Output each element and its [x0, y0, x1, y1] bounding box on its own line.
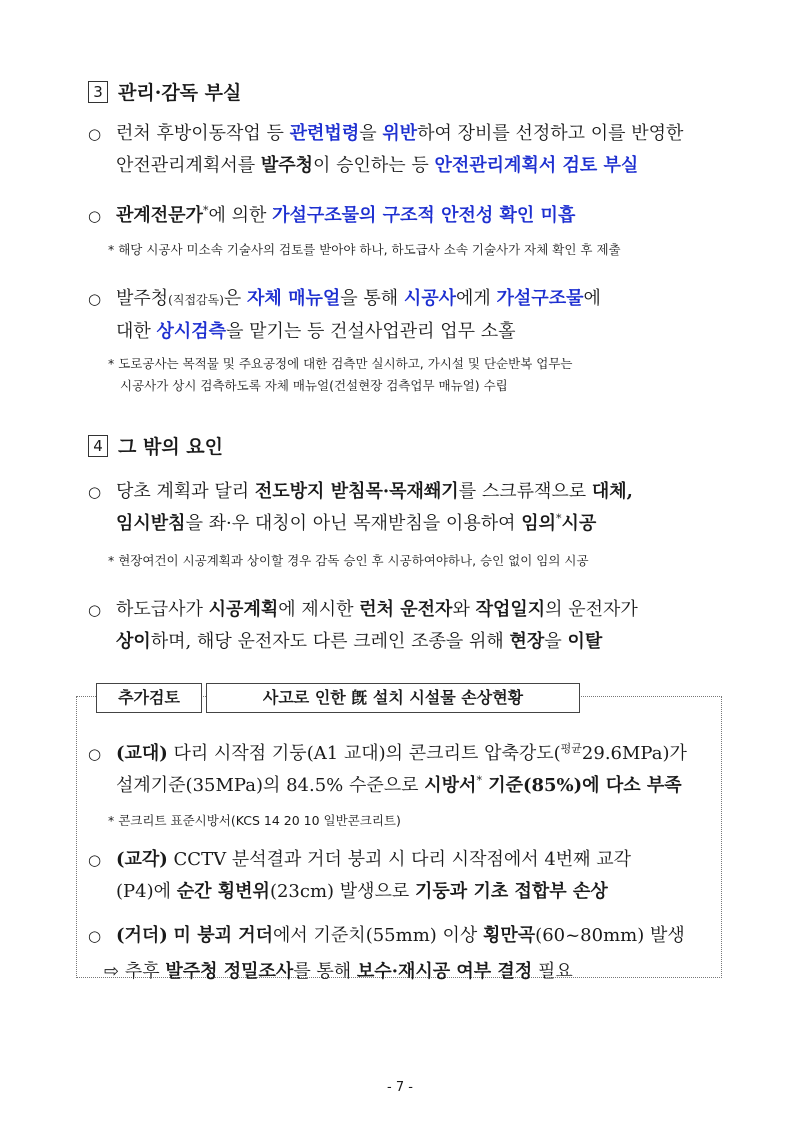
- bullet-item: ○ (교대) 다리 시작점 기둥(A1 교대)의 콘크리트 압축강도($^{평균}$29.6MPa)가 설계기준(35MPa)의 84.5% 수준으로 시방서* 기준(85%)에 다소 부족: [88, 738, 687, 802]
- footnote: * 현장여건이 시공계획과 상이할 경우 감독 승인 후 시공하여야하나, 승인 없이 임의 시공: [108, 553, 589, 568]
- bullet-item: ○ 런처 후방이동작업 등 관련법령을 위반하여 장비를 선정하고 이를 반영한 안전관리계획서를 발주청이 승인하는 등 안전관리계획서 검토 부실: [88, 118, 683, 182]
- bullet-item: ○ 발주청(직접감독)은 자체 매뉴얼을 통해 시공사에게 가설구조물에 대한 상시검측을 맡기는 등 건설사업관리 업무 소홀: [88, 283, 601, 348]
- bullet-circle-icon: ○: [88, 290, 102, 308]
- bullet-item: ○ 하도급사가 시공계획에 제시한 런처 운전자와 작업일지의 운전자가 상이하며, 해당 운전자도 다른 크레인 조종을 위해 현장을 이탈: [88, 594, 638, 658]
- section-title: 관리·감독 부실: [118, 82, 242, 104]
- right-arrow-icon: ⇨: [104, 961, 120, 982]
- bullet-item: ○ (교각) CCTV 분석결과 거더 붕괴 시 다리 시작점에서 4번째 교각 (P4)에 순간 횡변위(23cm) 발생으로 기둥과 기초 접합부 손상: [88, 844, 631, 908]
- section-number-box: 4: [88, 435, 108, 457]
- bullet-circle-icon: ○: [88, 601, 102, 619]
- section-4-heading: [88, 432, 223, 459]
- bullet-circle-icon: ○: [88, 125, 102, 143]
- bullet-circle-icon: ○: [88, 483, 102, 501]
- footnote: * 도로공사는 목적물 및 주요공정에 대한 검측만 실시하고, 가시설 및 단순반복 업무는: [108, 356, 573, 371]
- additional-review-tag: 추가검토: [96, 683, 202, 713]
- conclusion-line: ⇨ 추후 발주청 정밀조사를 통해 보수·재시공 여부 결정 필요: [104, 961, 573, 982]
- bullet-item: ○ (거더) 미 붕괴 거더에서 기준치(55mm) 이상 횡만곡(60~80mm) 발생: [88, 920, 685, 952]
- bullet-item: ○ 관계전문가*에 의한 가설구조물의 구조적 안전성 확인 미흡: [88, 200, 575, 232]
- bullet-circle-icon: ○: [88, 851, 102, 869]
- section-title: 그 밖의 요인: [118, 436, 223, 458]
- footnote: 시공사가 상시 검측하도록 자체 매뉴얼(건설현장 검측업무 매뉴얼) 수립: [120, 378, 508, 393]
- bullet-circle-icon: ○: [88, 927, 102, 945]
- bullet-circle-icon: ○: [88, 207, 102, 225]
- footnote: * 콘크리트 표준시방서(KCS 14 20 10 일반콘크리트): [108, 813, 401, 828]
- section-number-box: 3: [88, 81, 108, 103]
- additional-review-title: 사고로 인한 旣 설치 시설물 손상현황: [206, 683, 580, 713]
- bullet-circle-icon: ○: [88, 745, 102, 763]
- page-number: - 7 -: [387, 1080, 413, 1095]
- section-3-heading: [88, 78, 241, 105]
- footnote: * 해당 시공사 미소속 기술사의 검토를 받아야 하나, 하도급사 소속 기술사가 자체 확인 후 제출: [108, 242, 621, 257]
- bullet-item: ○ 당초 계획과 달리 전도방지 받침목·목재쐐기를 스크류잭으로 대체, 임시받침을 좌·우 대칭이 아닌 목재받침을 이용하여 임의*시공: [88, 476, 633, 540]
